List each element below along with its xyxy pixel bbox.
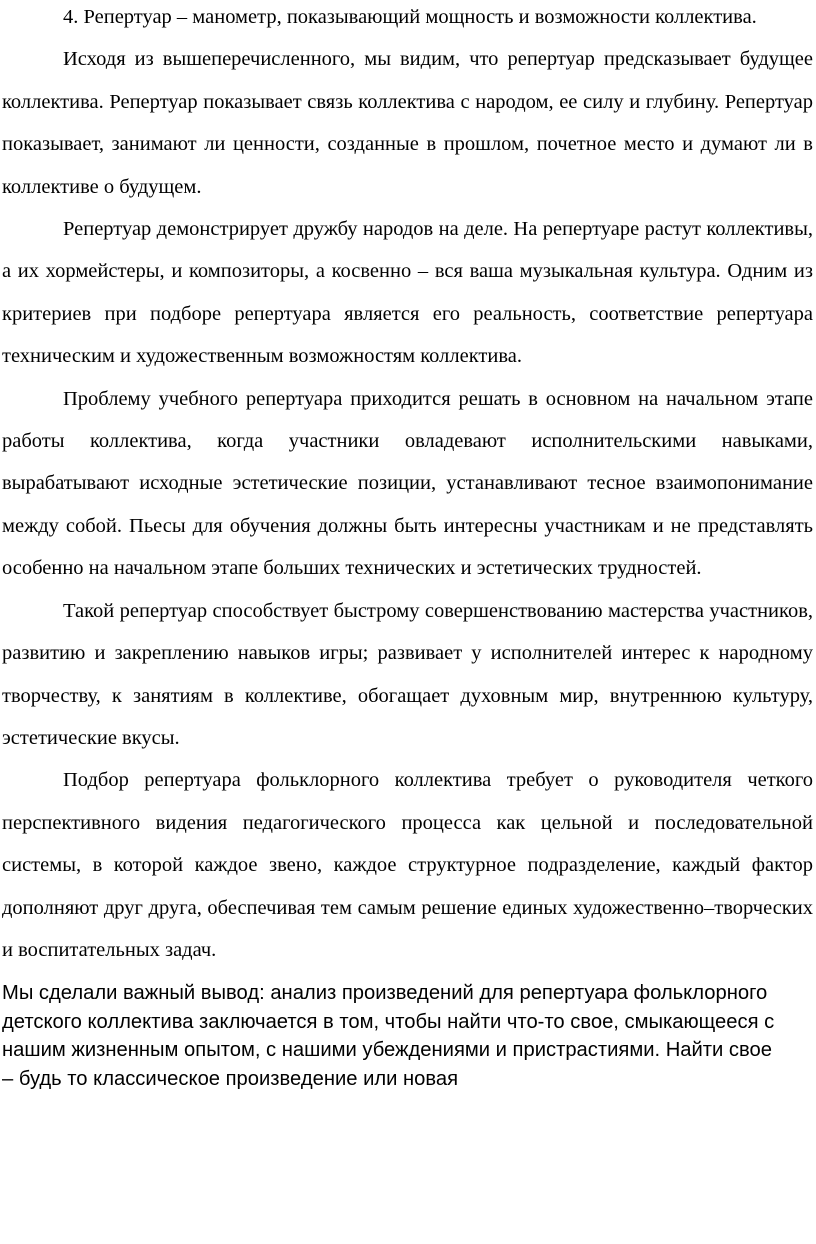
paragraph-friendship-of-peoples: Репертуар демонстрирует дружбу народов на деле. На репертуаре растут коллективы, а их хормейстеры, и композиторы, а косвенно – вся ваша музыкальная культура. Одним из критериев при подборе репертуара является его реальность, соответствие репертуара техническим и художественным возможностям коллектива. [2,218,813,368]
paragraph-folklore-selection: Подбор репертуара фольклорного коллектива требует о руководителя четкого перспективного видения педагогического процесса как цельной и последовательной системы, в которой каждое звено, каждое структурное подразделение, каждый фактор дополняют друг друга, обеспечивая тем самым решение единых художественно–творческих и воспитательных задач. [2,769,813,961]
paragraph-repertoire-manometer: 4. Репертуар – манометр, показывающий мощность и возможности коллектива. [63,6,757,28]
paragraph-repertoire-predicts-future: Исходя из вышеперечисленного, мы видим, что репертуар предсказывает будущее коллектива. Репертуар показывает связь коллектива с народом, ее силу и глубину. Репертуар показывает, занимают ли ценности, созданные в прошлом, почетное место и думают ли в коллективе о будущем. [2,48,813,198]
paragraph-skill-improvement: Такой репертуар способствует быстрому совершенствованию мастерства участников, развитию и закреплению навыков игры; развивает у исполнителей интерес к народному творчеству, к занятиям в коллективе, обогащает духовным мир, внутреннюю культуру, эстетические вкусы. [2,599,813,749]
paragraph-conclusion: Мы сделали важный вывод: анализ произведений для репертуара фольклорного детского коллектива заключается в том, чтобы найти что-то свое, смыкающееся с нашим жизненным опытом, с нашими убеждениями и пристрастиями. Найти свое – будь то классическое произведение или новая [2,982,775,1090]
paragraph-educational-repertoire: Проблему учебного репертуара приходится решать в основном на начальном этапе работы коллектива, когда участники овладевают исполнительскими навыками, вырабатывают исходные эстетические позиции, устанавливают тесное взаимопонимание между собой. Пьесы для обучения должны быть интересны участникам и не представлять особенно на начальном этапе больших технических и эстетических трудностей. [2,387,813,580]
